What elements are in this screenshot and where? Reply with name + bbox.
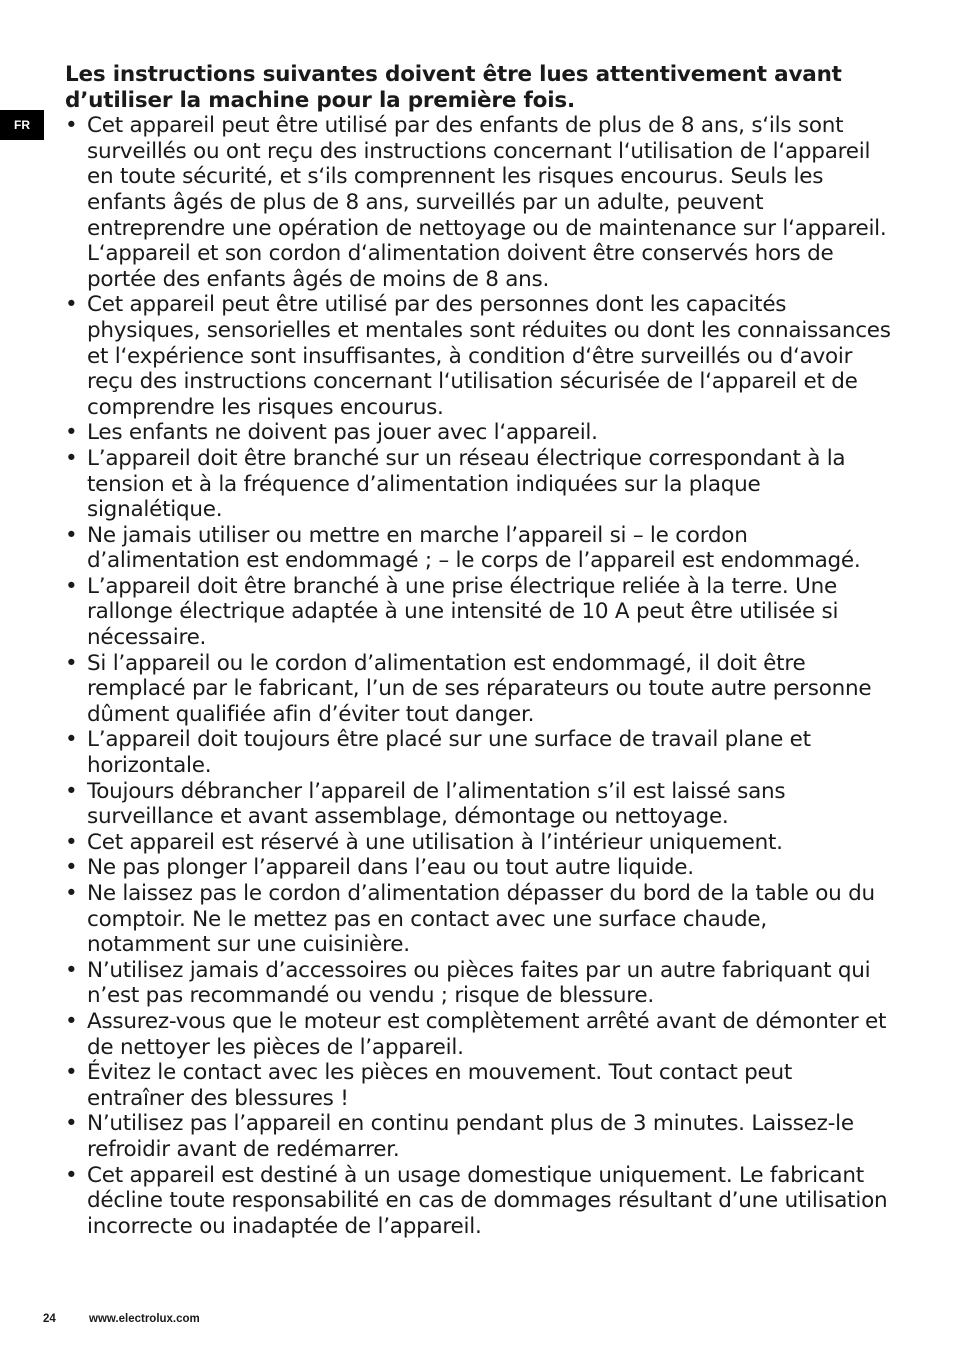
bullet-icon: •: [65, 113, 78, 139]
page-number: 24: [43, 1313, 56, 1325]
bullet-icon: •: [65, 829, 78, 855]
list-item: [65, 958, 895, 1009]
website-link[interactable]: www.electrolux.com: [89, 1313, 200, 1325]
list-item-text: Ne jamais utiliser ou mettre en marche l’appareil si – le cordon d’alimentation est endommagé ; – le corps de l’appareil est endommagé.: [87, 522, 861, 574]
list-item-text: Les enfants ne doivent pas jouer avec l‘appareil.: [87, 420, 598, 446]
language-tab: FR: [0, 110, 44, 140]
list-item: [65, 1009, 895, 1060]
list-item: [65, 574, 895, 651]
list-item: [65, 830, 895, 856]
list-item-text: Assurez-vous que le moteur est complètement arrêté avant de démonter et de nettoyer les pièces de l’appareil.: [87, 1008, 887, 1060]
bullet-icon: •: [65, 957, 78, 983]
list-item: [65, 292, 895, 420]
list-item-text: Cet appareil est destiné à un usage domestique uniquement. Le fabricant décline toute responsabilité en cas de dommages résultant d’une utilisation incorrecte ou inadaptée de l’appareil.: [87, 1162, 888, 1239]
list-item-text: Ne pas plonger l’appareil dans l’eau ou tout autre liquide.: [87, 855, 694, 881]
list-item: [65, 1111, 895, 1162]
list-item: [65, 727, 895, 778]
list-item: [65, 523, 895, 574]
list-item-text: Cet appareil peut être utilisé par des personnes dont les capacités physiques, sensorielles et mentales sont réduites ou dont les connaissances et l‘expérience sont insuffisantes, à condition d‘être surveillés ou d‘avoir reçu des instructions concernant l‘utilisation sécurisée de l‘appareil et de comprendre les risques encourus.: [87, 292, 891, 420]
bullet-icon: •: [65, 727, 78, 753]
list-item: [65, 779, 895, 830]
list-item-text: Cet appareil peut être utilisé par des enfants de plus de 8 ans, s‘ils sont surveillés ou ont reçu des instructions concernant l‘utilisation de l‘appareil en toute sécurité, et s‘ils comprennent les risques encourus. Seuls les enfants âgés de plus de 8 ans, surveillés par un adulte, peuvent entreprendre une opération de nettoyage ou de maintenance sur l‘appareil. L‘appareil et son cordon d‘alimentation doivent être conservés hors de portée des enfants âgés de moins de 8 ans.: [87, 113, 887, 292]
list-item-text: N’utilisez jamais d’accessoires ou pièces faites par un autre fabriquant qui n’est pas recommandé ou vendu ; risque de blessure.: [87, 957, 871, 1009]
list-item: [65, 446, 895, 523]
bullet-icon: •: [65, 1060, 78, 1086]
bullet-icon: •: [65, 292, 78, 318]
bullet-icon: •: [65, 855, 78, 881]
list-item-text: L’appareil doit être branché à une prise électrique reliée à la terre. Une rallonge électrique adaptée à une intensité de 10 A peut être utilisée si nécessaire.: [87, 573, 839, 651]
list-item: [65, 113, 895, 292]
instructions-heading: Les instructions suivantes doivent être lues attentivement avant d’utiliser la machine pour la première fois.: [65, 62, 842, 113]
safety-instructions: [65, 62, 895, 1239]
list-item-text: Si l’appareil ou le cordon d’alimentation est endommagé, il doit être remplacé par le fabricant, l’un de ses réparateurs ou toute autre personne dûment qualifiée afin d’éviter tout danger.: [87, 650, 872, 727]
list-item: [65, 855, 895, 881]
bullet-icon: •: [65, 1162, 78, 1188]
list-item-text: Toujours débrancher l’appareil de l’alimentation s’il est laissé sans surveillance et avant assemblage, démontage ou nettoyage.: [87, 778, 786, 830]
list-item-text: Cet appareil est réservé à une utilisation à l’intérieur uniquement.: [87, 829, 783, 855]
page-footer: [43, 1313, 200, 1325]
list-item-text: N’utilisez pas l’appareil en continu pendant plus de 3 minutes. Laissez-le refroidir avant de redémarrer.: [87, 1111, 854, 1162]
list-item-text: L’appareil doit toujours être placé sur une surface de travail plane et horizontale.: [87, 727, 811, 779]
bullet-icon: •: [65, 881, 78, 906]
list-item: [65, 651, 895, 728]
instructions-list: [65, 113, 895, 1239]
bullet-icon: •: [65, 1111, 78, 1137]
list-item: [65, 881, 895, 958]
bullet-icon: •: [65, 778, 78, 804]
list-item-text: Ne laissez pas le cordon d’alimentation dépasser du bord de la table ou du comptoir. Ne le mettez pas en contact avec une surface chaude, notamment sur une cuisinière.: [87, 881, 875, 958]
bullet-icon: •: [65, 1008, 78, 1034]
list-item-text: Évitez le contact avec les pièces en mouvement. Tout contact peut entraîner des blessures !: [87, 1060, 793, 1111]
bullet-icon: •: [65, 573, 78, 599]
bullet-icon: •: [65, 420, 78, 446]
list-item: [65, 420, 895, 446]
bullet-icon: •: [65, 445, 78, 471]
bullet-icon: •: [65, 650, 78, 676]
list-item: [65, 1060, 895, 1111]
list-item: [65, 1163, 895, 1240]
bullet-icon: •: [65, 522, 78, 548]
list-item-text: L’appareil doit être branché sur un réseau électrique correspondant à la tension et à la fréquence d’alimentation indiquées sur la plaque signalétique.: [87, 445, 846, 523]
